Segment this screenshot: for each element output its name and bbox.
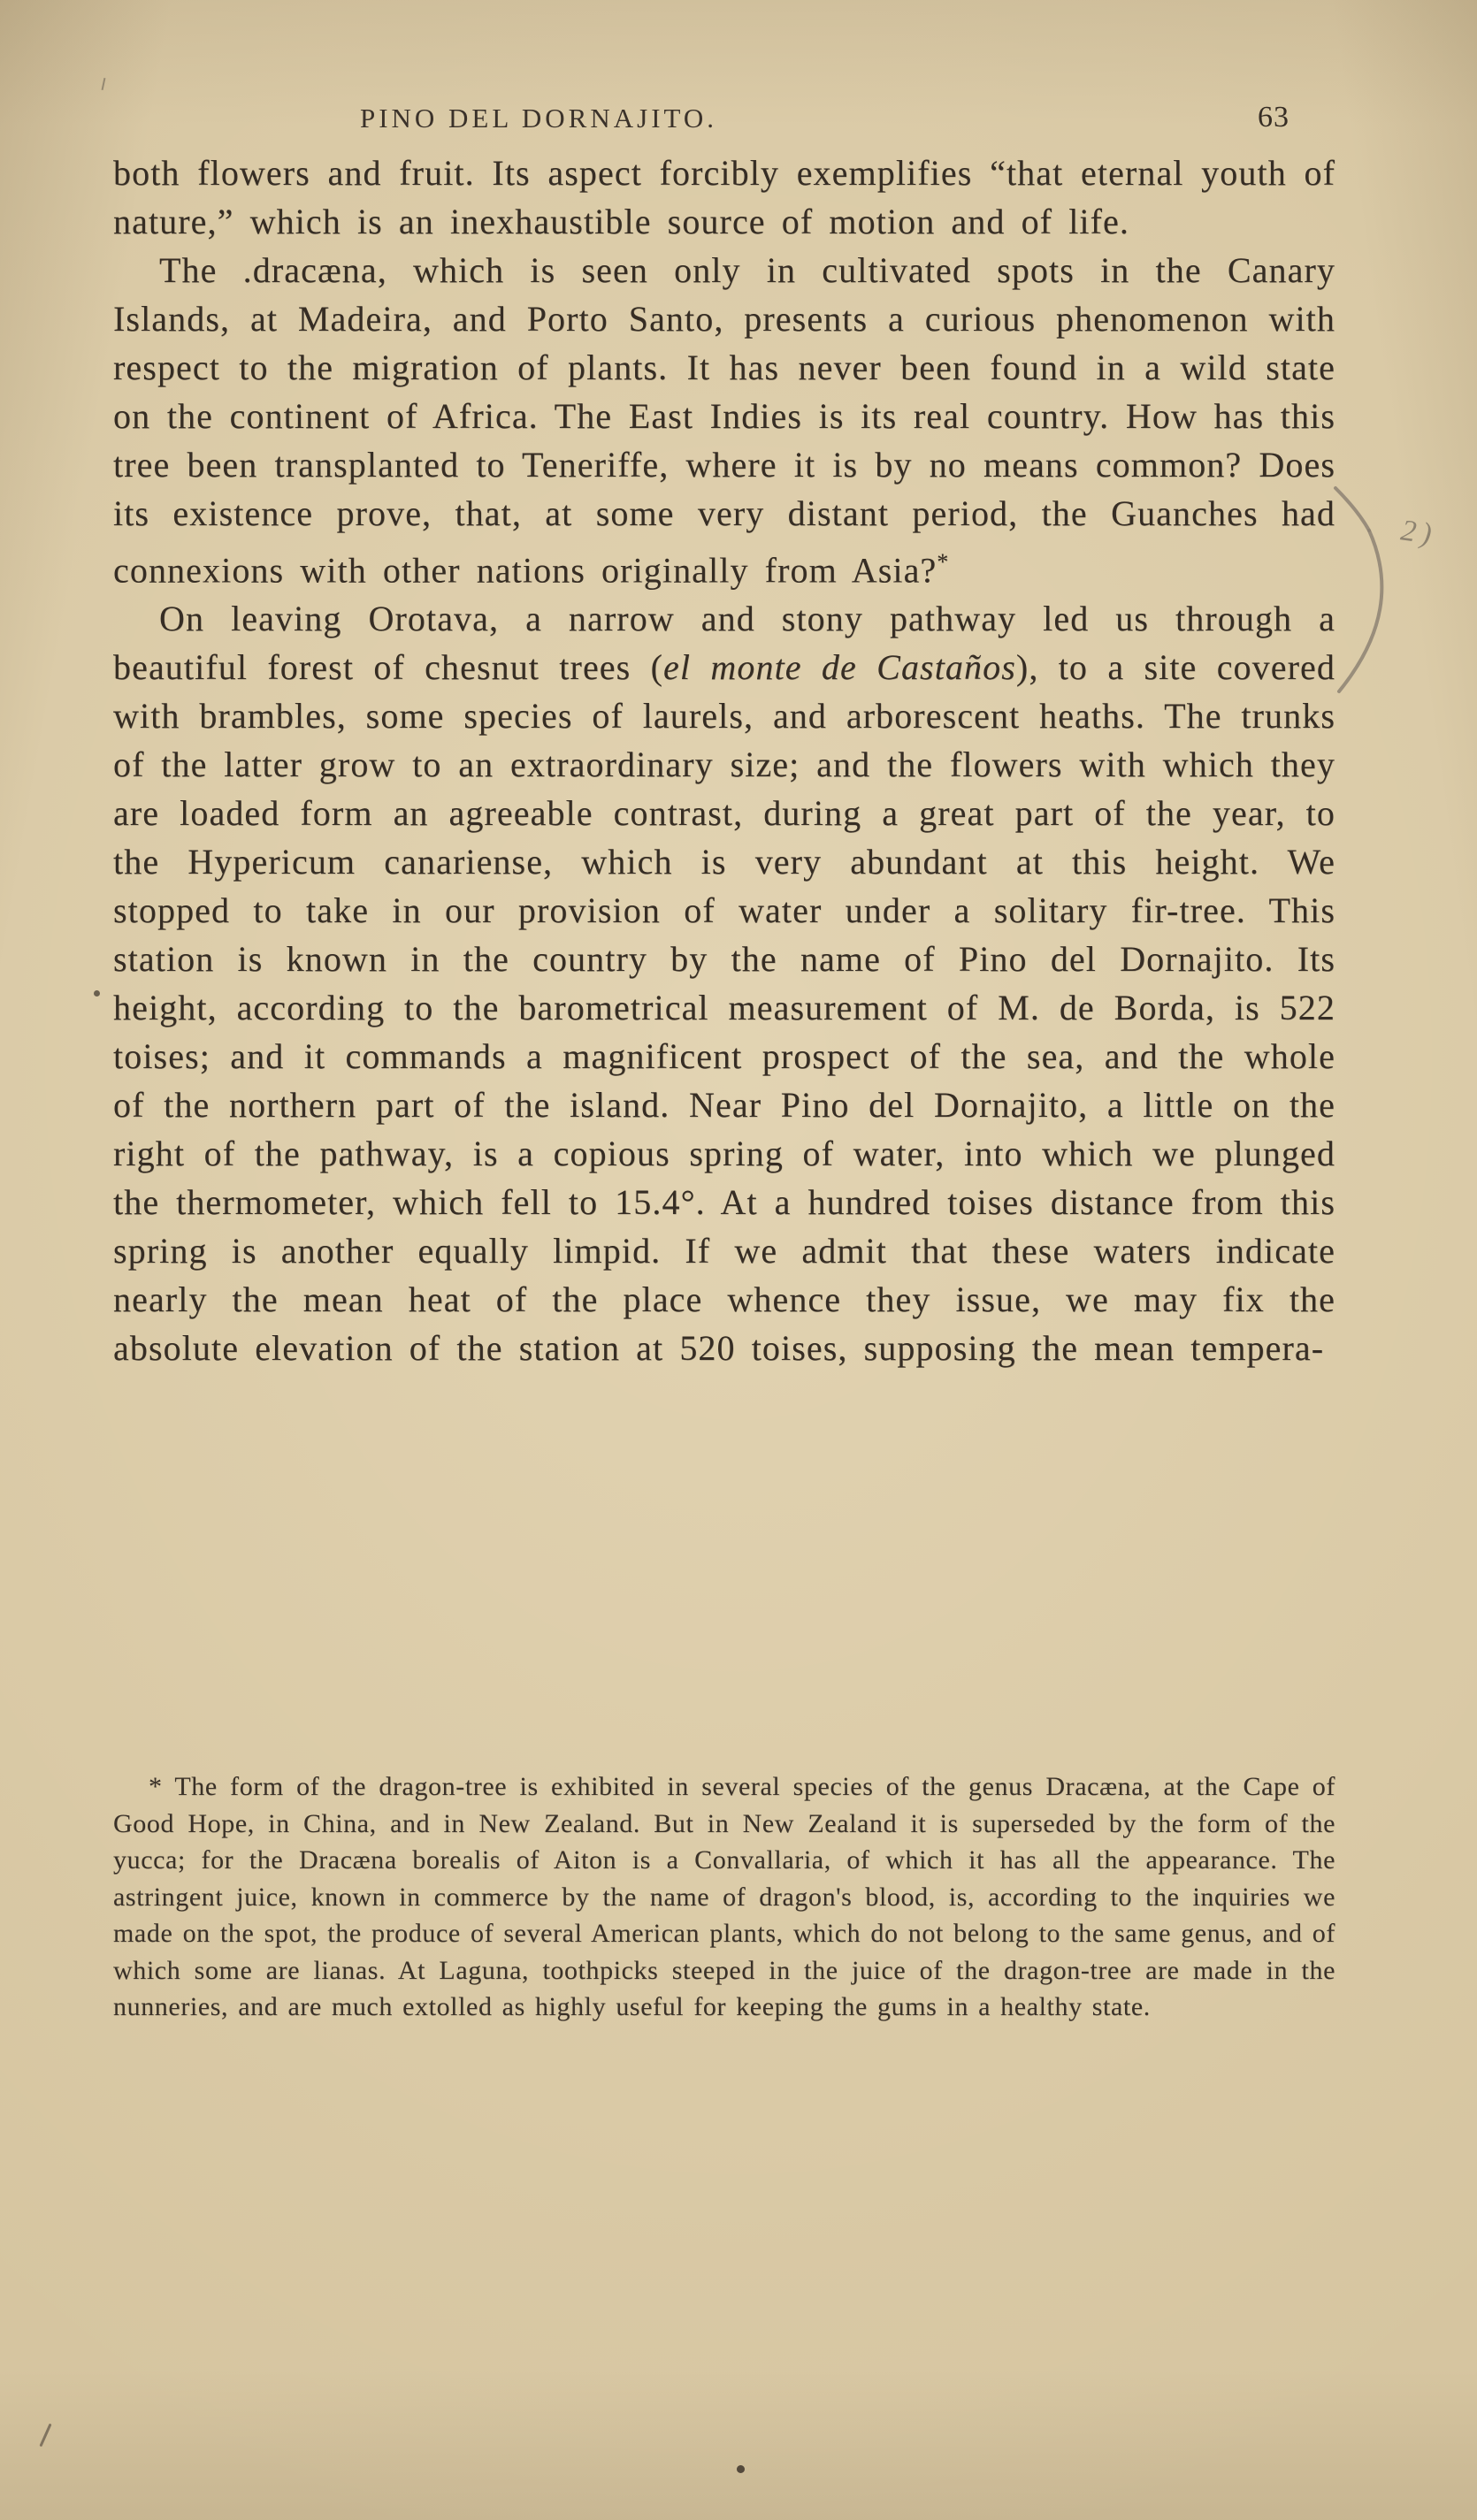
paragraph-dracaena: The .dracæna, which is seen only in cultivated spots in the Canary Islands, at Madeira, and Porto Santo, presents a curious phenomenon with respect to the migration of plants. It has never been found in a wild state on the continent of Africa. The East Indies is its real country. How has this tree been transplanted to Teneriffe, where it is by no means common? Does its existence prove, that, at some very distant period, the Guanches had connexions with other nations originally from Asia?* <box>113 250 1335 591</box>
pencil-marginalia-mark: 2) <box>1398 514 1439 552</box>
body-text <box>113 149 1335 1372</box>
scan-speck <box>94 990 100 997</box>
paragraph-orotava: On leaving Orotava, a narrow and stony pathway led us through a beautiful forest of chesnut trees (el monte de Castaños), to a site covered with brambles, some species of laurels, and arborescent heaths. The trunks of the latter grow to an extraordinary size; and the flowers with which they are loaded form an agreeable contrast, during a great part of the year, to the Hypericum canariense, which is very abundant at this height. We stopped to take in our provision of water under a solitary fir-tree. This station is known in the country by the name of Pino del Dornajito. Its height, according to the barometrical measurement of M. de Borda, is 522 toises; and it commands a magnificent prospect of the sea, and the whole of the northern part of the island. Near Pino del Dornajito, a little on the right of the pathway, is a copious spring of water, into which we plunged the thermometer, which fell to 15.4°. At a hundred toises distance from this spring is another equally limpid. If we admit that these waters indicate nearly the mean heat of the place whence they issue, we may fix the absolute elevation of the station at 520 toises, supposing the mean tempera- <box>113 599 1335 1369</box>
running-head-title: PINO DEL DORNAJITO. <box>359 103 718 134</box>
scan-speck <box>39 2424 51 2447</box>
footnote: * The form of the dragon-tree is exhibited in several species of the genus Dracæna, at the Cape of Good Hope, in China, and in New Zealand. But in New Zealand it is superseded by the form of the yucca; for the Dracæna borealis of Aiton is a Convallaria, of which it has all the appearance. The astringent juice, known in commerce by the name of dragon's blood, is, according to the inquiries we made on the spot, the produce of several American plants, which do not belong to the same genus, and of which some are lianas. At Laguna, toothpicks steeped in the juice of the dragon-tree are made in the nunneries, and are much extolled as highly useful for keeping the gums in a healthy state. <box>113 1772 1335 2021</box>
scan-speck <box>737 2465 745 2473</box>
page-header <box>113 103 1335 152</box>
paragraph-continuation: both flowers and fruit. Its aspect forcibly exemplifies “that eternal youth of nature,” which is an inexhaustible source of motion and of life. <box>113 153 1335 241</box>
scan-speck <box>102 78 106 90</box>
pencil-stroke-top <box>1335 488 1369 531</box>
page-number: 63 <box>1258 101 1290 134</box>
pencil-bracket-annotation <box>1323 483 1477 702</box>
pencil-stroke-curve <box>1339 531 1381 691</box>
